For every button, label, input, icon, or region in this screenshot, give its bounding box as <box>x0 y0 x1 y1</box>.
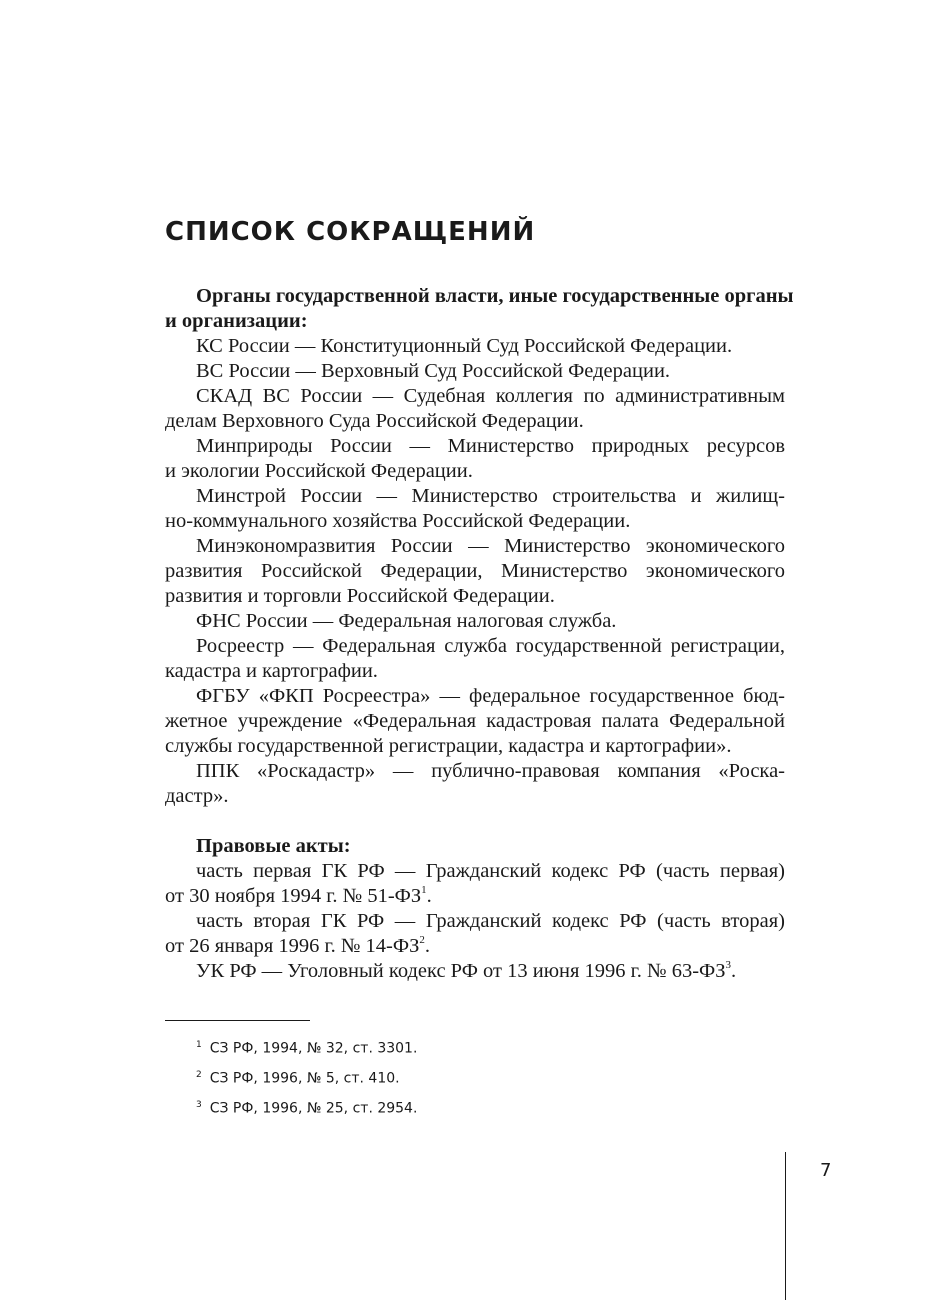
section-heading-line: Органы государственной власти, иные государственные органы <box>196 285 794 307</box>
footnote-ref[interactable]: 2 <box>419 934 425 947</box>
abbreviation-line: ФНС России — Федеральная налоговая служба. <box>196 610 617 632</box>
abbreviation-line: СКАД ВС России — Судебная коллегия по административным <box>196 385 785 407</box>
abbreviation-line: Минстрой России — Министерство строительства и жилищ- <box>196 485 785 507</box>
footnote-divider <box>165 1020 310 1021</box>
abbreviation-line: дастр». <box>165 785 229 807</box>
abbreviation-line: развития и торговли Российской Федерации. <box>165 585 555 607</box>
sentence-end: . <box>731 960 737 982</box>
abbreviation-line: кадастра и картографии. <box>165 660 378 682</box>
footnote-number: 1 <box>196 1040 202 1050</box>
abbreviation-line: Минэкономразвития России — Министерство экономического <box>196 535 785 557</box>
legal-act-line: часть вторая ГК РФ — Гражданский кодекс РФ (часть вторая) <box>196 910 785 932</box>
page-title: СПИСОК СОКРАЩЕНИЙ <box>165 217 536 247</box>
footnotes <box>196 1034 417 1124</box>
footnote-ref[interactable]: 3 <box>725 959 731 972</box>
sentence-end: . <box>424 935 430 957</box>
abbreviation-line: ФГБУ «ФКП Росреестра» — федеральное государственное бюд- <box>196 685 785 707</box>
abbreviation-line: Минприроды России — Министерство природных ресурсов <box>196 435 785 457</box>
abbreviation-line: ВС России — Верховный Суд Российской Федерации. <box>196 360 671 382</box>
legal-act-text: от 26 января 1996 г. № 14-ФЗ <box>165 935 420 957</box>
abbreviation-line: и экологии Российской Федерации. <box>165 460 473 482</box>
footnote <box>196 1094 417 1124</box>
legal-act-text: от 30 ноября 1994 г. № 51-ФЗ <box>165 885 422 907</box>
legal-act-line: часть первая ГК РФ — Гражданский кодекс РФ (часть первая) <box>196 860 785 882</box>
section-gap <box>165 809 785 834</box>
abbreviation-line: КС России — Конституционный Суд Российской Федерации. <box>196 335 733 357</box>
abbreviation-line: Росреестр — Федеральная служба государственной регистрации, <box>196 635 785 657</box>
abbreviation-line: но-коммунального хозяйства Российской Федерации. <box>165 510 631 532</box>
footnote-text: СЗ РФ, 1996, № 25, ст. 2954. <box>209 1100 418 1117</box>
footnote-text: СЗ РФ, 1996, № 5, ст. 410. <box>209 1070 400 1087</box>
section-heading-line: и организации: <box>165 310 308 332</box>
section-heading: Правовые акты: <box>196 835 351 857</box>
abbreviation-line: службы государственной регистрации, кадастра и картографии». <box>165 735 732 757</box>
footnote <box>196 1034 417 1064</box>
page-number: 7 <box>820 1160 832 1181</box>
abbreviation-line: жетное учреждение «Федеральная кадастровая палата Федеральной <box>165 710 785 732</box>
footnote <box>196 1064 417 1094</box>
abbreviations-list <box>165 284 794 984</box>
sentence-end: . <box>426 885 432 907</box>
legal-act-text: УК РФ — Уголовный кодекс РФ от 13 июня 1996 г. № 63-ФЗ <box>196 960 726 982</box>
footnote-text: СЗ РФ, 1994, № 32, ст. 3301. <box>209 1040 418 1057</box>
abbreviation-line: делам Верховного Суда Российской Федерации. <box>165 410 584 432</box>
footnote-number: 3 <box>196 1100 202 1110</box>
legal-act-line <box>165 884 785 909</box>
legal-act-line <box>165 934 785 959</box>
page-edge-rule <box>785 1152 786 1300</box>
abbreviation-line: развития Российской Федерации, Министерство экономического <box>165 560 785 582</box>
footnote-ref[interactable]: 1 <box>421 884 427 897</box>
footnote-number: 2 <box>196 1070 202 1080</box>
legal-act-line <box>165 959 785 984</box>
abbreviation-line: ППК «Роскадастр» — публично-правовая компания «Роска- <box>196 760 785 782</box>
